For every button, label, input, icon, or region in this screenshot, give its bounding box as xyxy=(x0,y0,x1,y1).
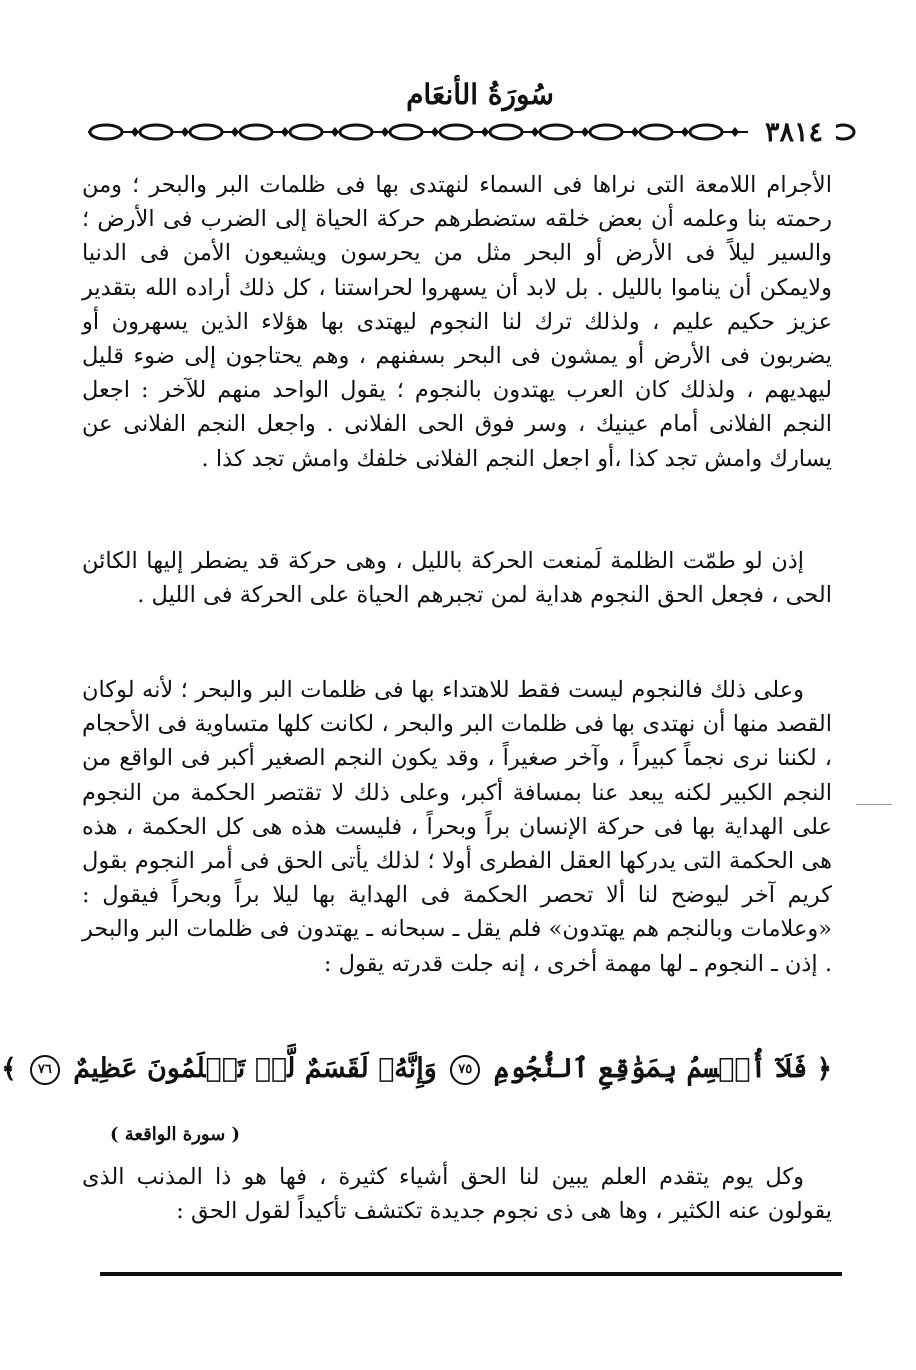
ornamental-border xyxy=(88,120,856,144)
margin-mark xyxy=(856,804,892,806)
verse-part-1: فَلَآ أُقۡسِمُ بِمَوَٰقِعِ ٱلنُّجُومِ xyxy=(493,1053,808,1084)
verse-open-bracket: ﴿ xyxy=(816,1054,832,1084)
verse-source: ( سورة الواقعة ) xyxy=(110,1124,241,1145)
paragraph-3: وعلى ذلك فالنجوم ليست فقط للاهتداء بها فى ظلمات البر والبحر ؛ لأنه لوكان القصد منها أن نهتدى بها فى ظلمات البر والبحر ، لكانت كلها متساوية فى الأحجام ، لكننا نرى نجماً كبيراً ، وآخر صغيراً ، وقد يكون النجم الصغير أكبر فى الواقع من النجم الكبير لكنه يبعد عنا بمسافة أكبر، وعلى ذلك لا تقتصر الحكمة من النجوم على الهداية بها فى حركة الإنسان براً وبحراً ، فليست هذه هى كل الحكمة ، هذه هى الحكمة التى يدركها العقل الفطرى أولا ؛ لذلك يأتى الحق فى أمر النجوم بقول كريم آخر ليوضح لنا ألا تحصر الحكمة فى الهداية بها ليلا براً وبحراً فيقول : «وعلامات وبالنجم هم يهتدون» فلم يقل ـ سبحانه ـ يهتدون فى ظلمات البر والبحر . إذن ـ النجوم ـ لها مهمة أخرى ، إنه جلت قدرته يقول : xyxy=(82,677,832,977)
quran-verse xyxy=(1,1053,832,1085)
verse-part-2: وَإِنَّهُۥ لَقَسَمٌ لَّوۡ تَعۡلَمُونَ عَظِيمٌ xyxy=(73,1053,437,1084)
paragraph-2: إذن لو طمّت الظلمة لَمنعت الحركة بالليل ، وهى حركة قد يضطر إليها الكائن الحى ، فجعل الحق النجوم هداية لمن تجبرهم الحياة على الحركة فى الليل . xyxy=(82,548,832,609)
paragraph-1: الأجرام اللامعة التى نراها فى السماء لنهتدى بها فى ظلمات البر والبحر ؛ ومن رحمته بنا وعلمه أن بعض خلقه ستضطرهم حركة الحياة إلى الضرب فى الأرض ؛ والسير ليلاً فى الأرض أو البحر مثل من يحرسون ويشيعون الأمن فى الدنيا ولايمكن أن يناموا بالليل . بل لابد أن يسهروا لحراستنا ، كل ذلك أراده الله بتقدير عزيز حكيم عليم ، ولذلك ترك لنا النجوم ليهتدى بها هؤلاء الذين يسهرون أو يضربون فى الأرض أو يمشون فى البحر بسفنهم ، وهم يحتاجون إلى ضوء قليل ليهديهم ، ولذلك كان العرب يهتدون بالنجوم ؛ يقول الواحد منهم للآخر : اجعل النجم الفلانى أمام عينيك ، وسر فوق الحى الفلانى . واجعل النجم الفلانى عن يسارك وامش تجد كذا ،أو اجعل النجم الفلانى خلفك وامش تجد كذا . xyxy=(82,172,832,472)
surah-title: سُورَةُ الأنعَام xyxy=(406,78,554,111)
verse-number-1: ٧٥ xyxy=(450,1055,480,1085)
verse-close-bracket: ﴾ xyxy=(1,1054,17,1084)
verse-number-2: ٧٦ xyxy=(30,1055,60,1085)
page-number: ٣٨١٤ xyxy=(752,117,836,148)
bottom-rule xyxy=(100,1272,842,1276)
closing-paragraph: وكل يوم يتقدم العلم يبين لنا الحق أشياء كثيرة ، فها هو ذا المذنب الذى يقولون عنه الكثير ، وها هى ذى نجوم جديدة تكتشف تأكيداً لقول الحق : xyxy=(82,1164,832,1225)
